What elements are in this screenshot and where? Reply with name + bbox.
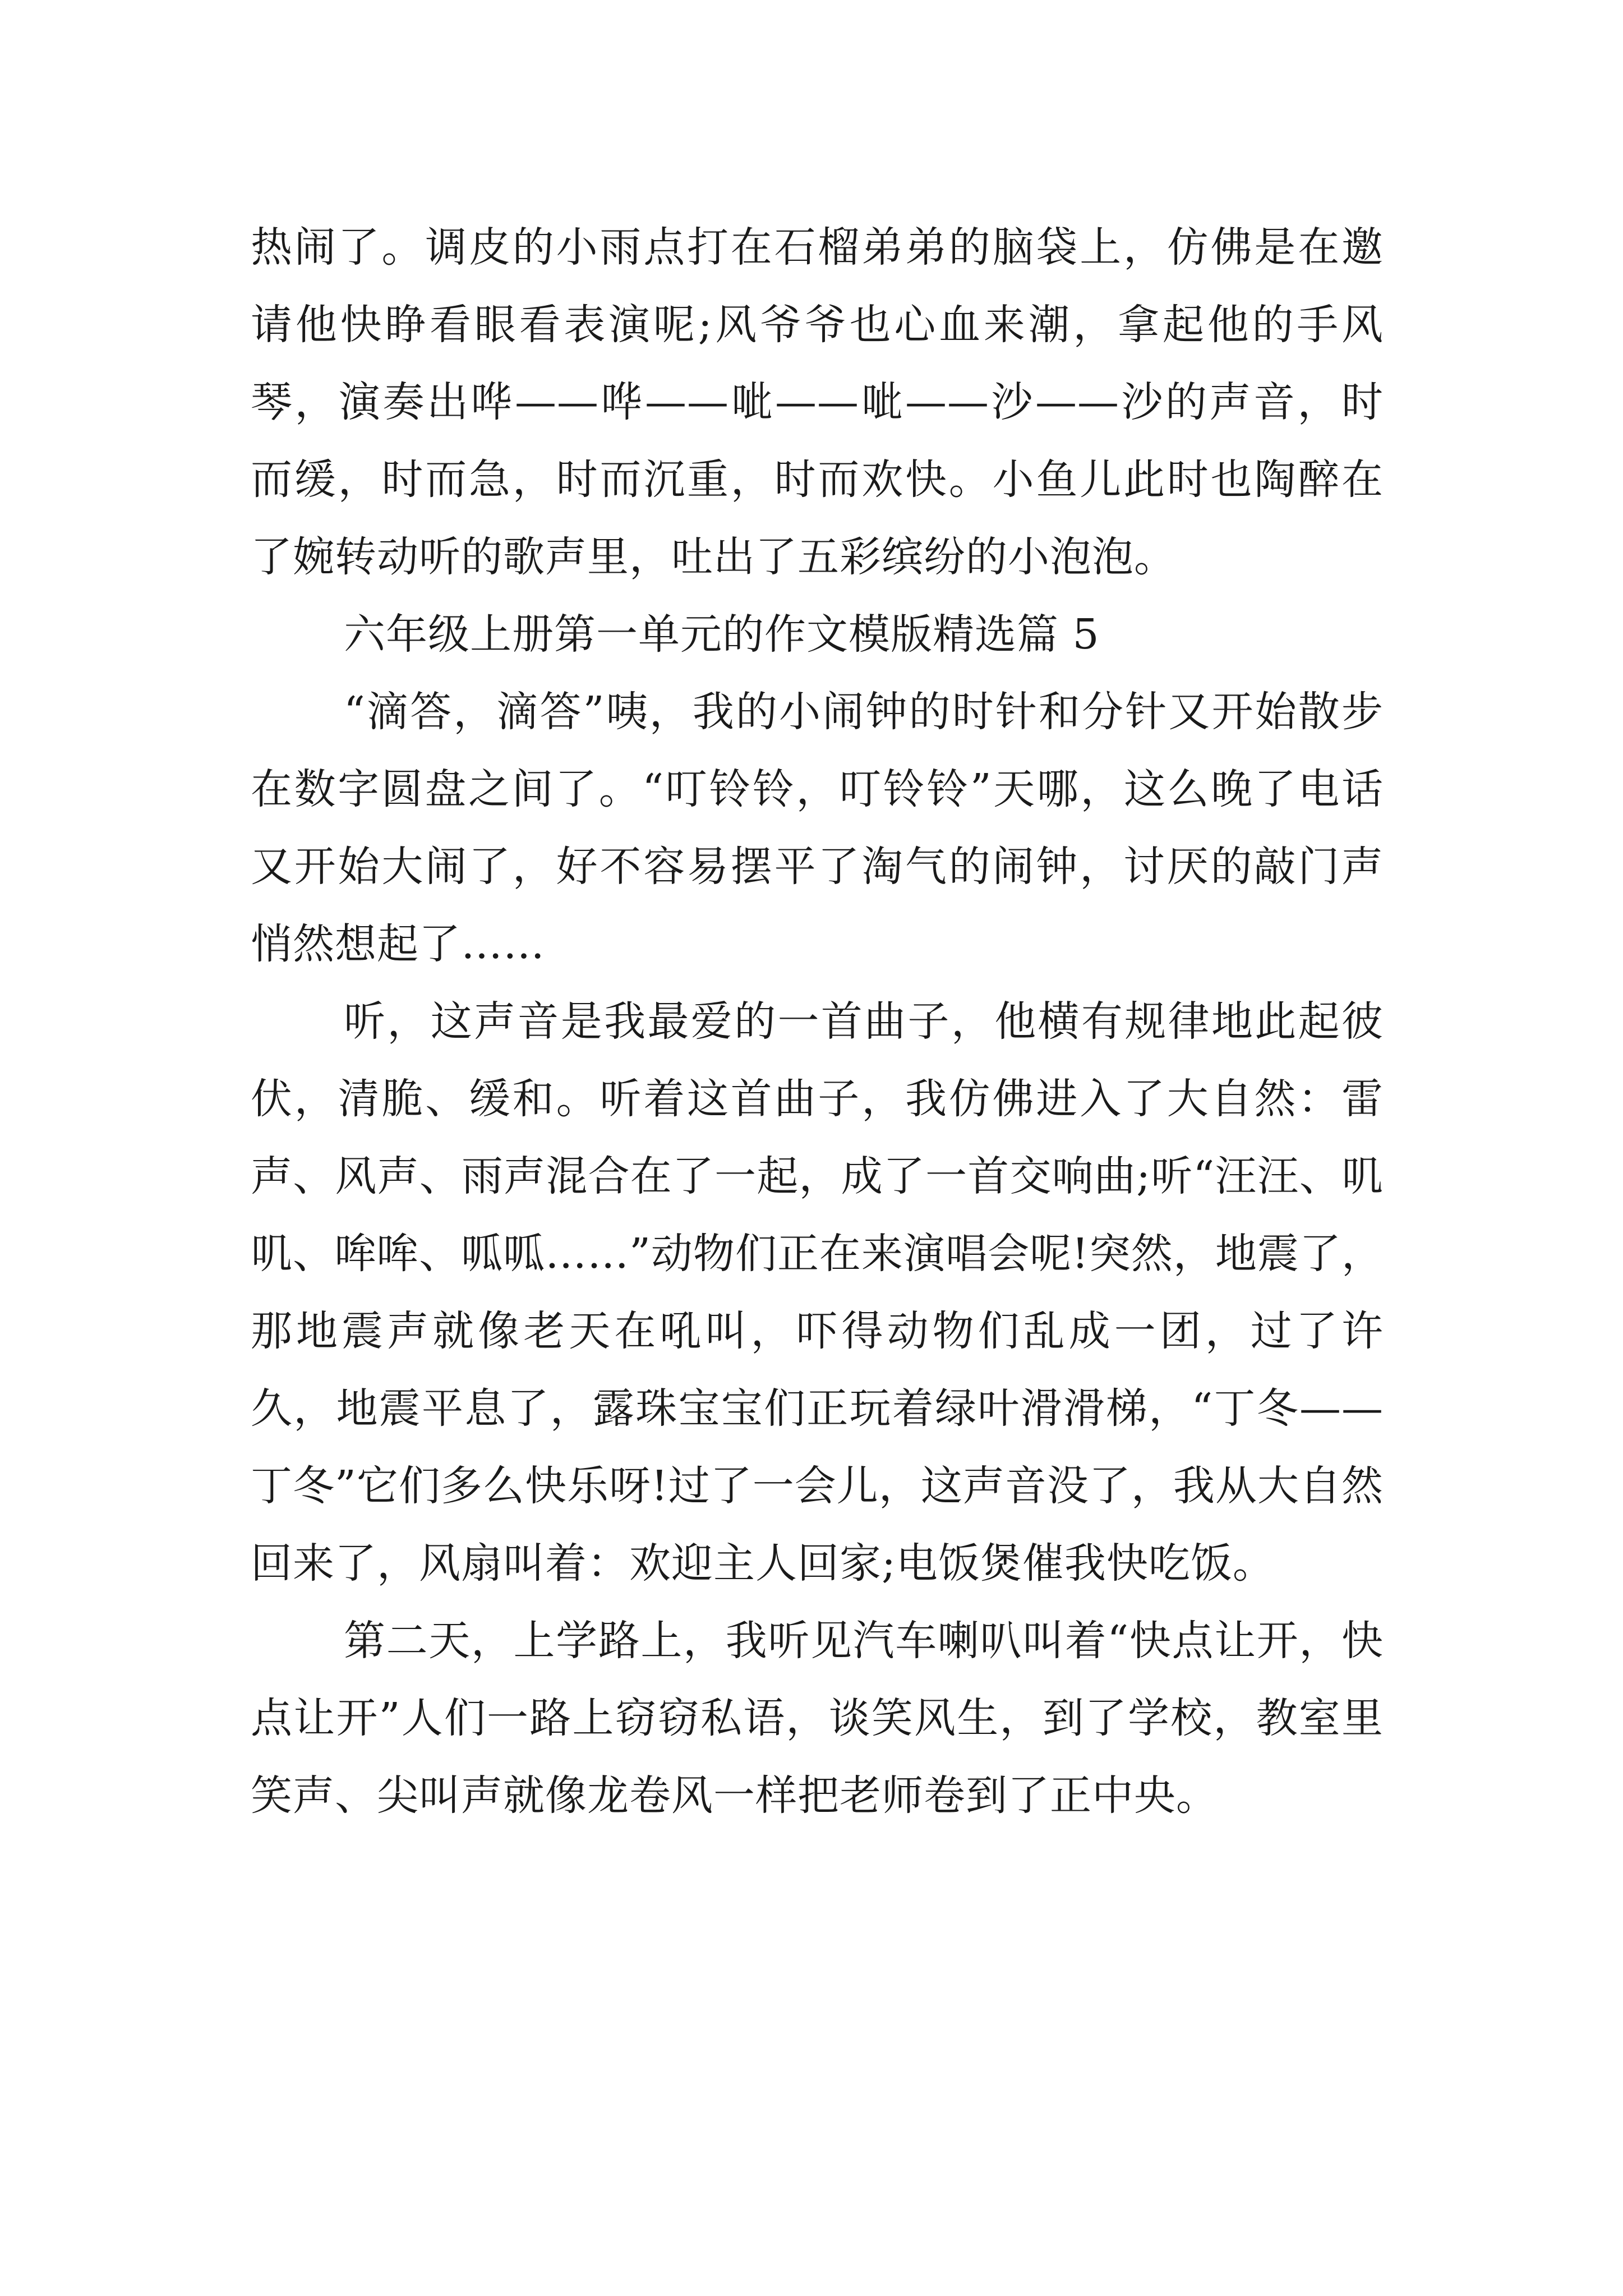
- document-body: [251, 209, 1384, 1834]
- paragraph-2: 听，这声音是我最爱的一首曲子，他横有规律地此起彼伏，清脆、缓和。听着这首曲子，我仿佛进入了大自然：雷声、风声、雨声混合在了一起，成了一首交响曲;听“汪汪、叽叽、哞哞、呱呱……”动物们正在来演唱会呢!突然，地震了，那地震声就像老天在吼叫，吓得动物们乱成一团，过了许久，地震平息了，露珠宝宝们正玩着绿叶滑滑梯，“丁冬——丁冬”它们多么快乐呀!过了一会儿，这声音没了，我从大自然回来了，风扇叫着：欢迎主人回家;电饭煲催我快吃饭。: [251, 997, 1384, 1588]
- paragraph-1: “滴答，滴答”咦，我的小闹钟的时针和分针又开始散步在数字圆盘之间了。“叮铃铃，叮铃铃”天哪，这么晚了电话又开始大闹了，好不容易摆平了淘气的闹钟，讨厌的敲门声悄然想起了……: [251, 688, 1384, 968]
- continued-paragraph: 热闹了。调皮的小雨点打在石榴弟弟的脑袋上，仿佛是在邀请他快睁看眼看表演呢;风爷爷也心血来潮，拿起他的手风琴，演奏出哗——哗——呲——呲——沙——沙的声音，时而缓，时而急，时而沉重，时而欢快。小鱼儿此时也陶醉在了婉转动听的歌声里，吐出了五彩缤纷的小泡泡。: [251, 223, 1384, 581]
- section-heading: 六年级上册第一单元的作文模版精选篇 5: [344, 610, 1100, 659]
- paragraph-3: 第二天，上学路上，我听见汽车喇叭叫着“快点让开，快点让开”人们一路上窃窃私语，谈笑风生，到了学校，教室里笑声、尖叫声就像龙卷风一样把老师卷到了正中央。: [251, 1617, 1384, 1820]
